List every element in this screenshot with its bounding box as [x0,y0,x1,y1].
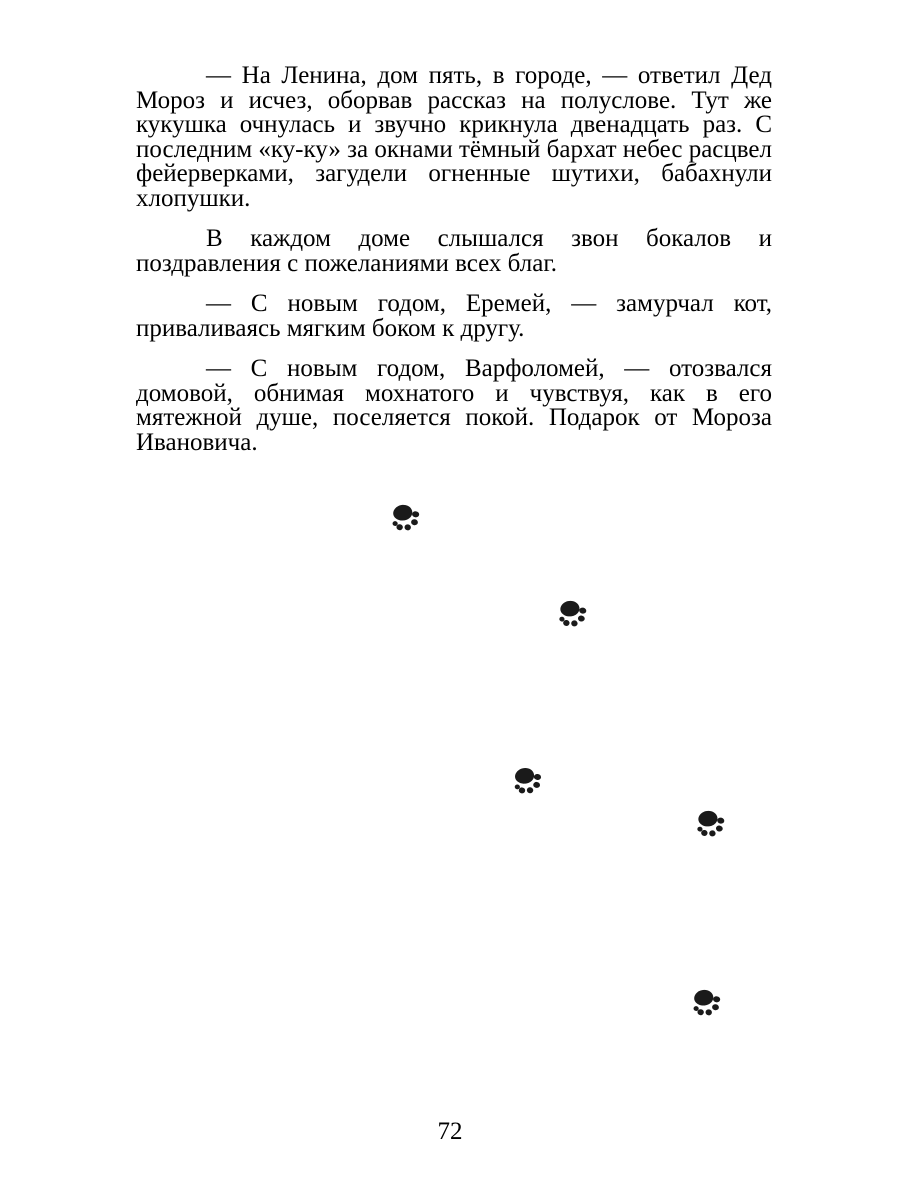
paw-print-icon [552,593,594,635]
paw-print-icon [508,761,548,801]
text-block [136,64,772,471]
paragraph-4: — С новым годом, Варфоломей, — отозвался домовой, обнимая мохнатого и чувствуя, как в его мятежной душе, поселяется покой. Подарок от Мороза Ивановича. [136,355,772,456]
page-number: 72 [437,1118,463,1145]
paw-print-icon [386,498,427,539]
paw-print-icon [687,983,728,1024]
paw-print-icon [690,803,732,845]
paragraph-2: В каждом доме слышался звон бокалов и поздравления с пожеланиями всех благ. [136,225,772,277]
paragraph-1: — На Ленина, дом пять, в городе, — ответил Дед Мороз и исчез, оборвав рассказ на полуслове. Тут же кукушка очнулась и звучно крикнула двенадцать раз. С последним «ку-ку» за окнами тёмный бархат небес расцвел фейерверками, загудели огненные шутихи, бабахнули хлопушки. [136,62,772,212]
paragraph-3: — С новым годом, Еремей, — замурчал кот, приваливаясь мягким боком к другу. [136,290,772,342]
